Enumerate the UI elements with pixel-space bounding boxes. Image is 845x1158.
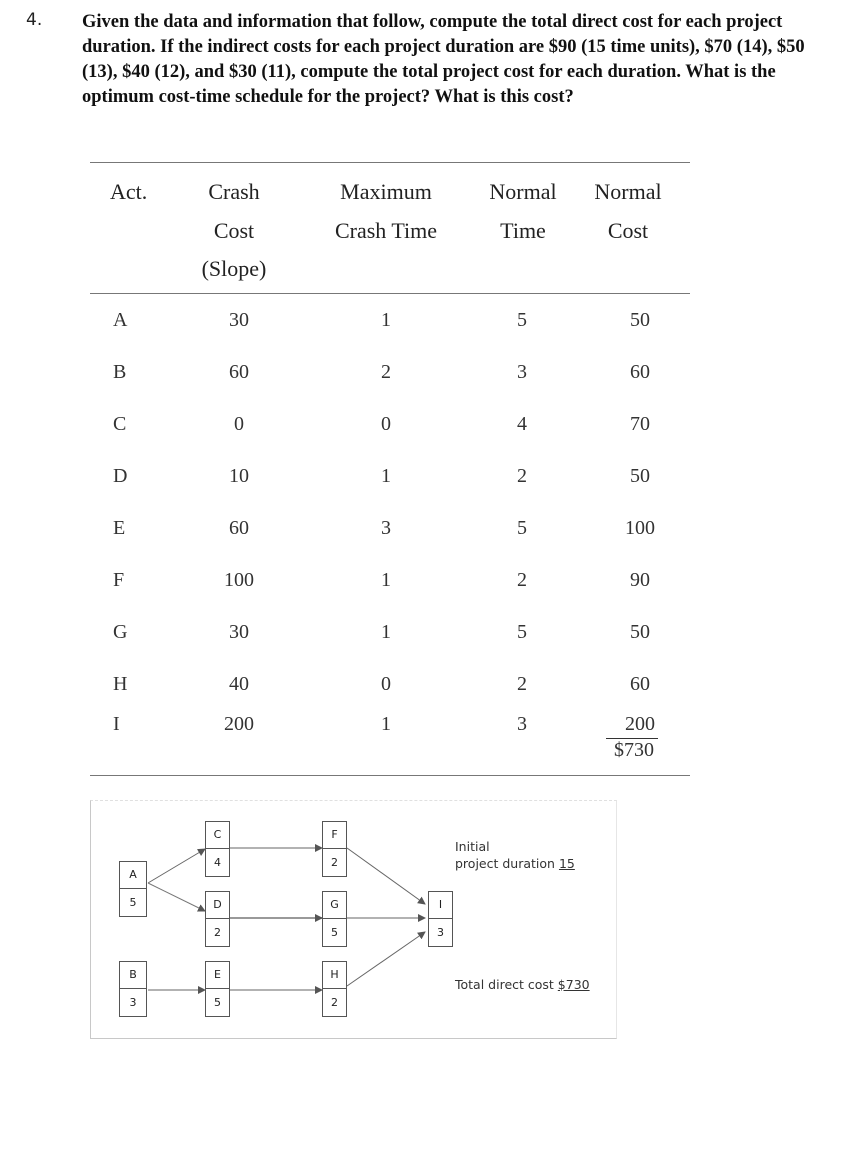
- total-direct-cost-label: Total direct cost: [455, 977, 554, 992]
- cell-max-crash: 1: [381, 621, 391, 643]
- arrow-a-c: [148, 849, 205, 883]
- cell-act: B: [113, 361, 127, 383]
- node-a: [119, 861, 147, 917]
- cell-normal-time: 2: [517, 465, 527, 487]
- node-label: B: [120, 962, 146, 989]
- node-duration: 2: [331, 856, 338, 869]
- node-label: C: [206, 822, 229, 849]
- cell-max-crash: 1: [381, 713, 391, 735]
- cell-max-crash: 1: [381, 569, 391, 591]
- total-direct-cost-value: $730: [557, 977, 590, 992]
- cell-max-crash: 0: [381, 413, 391, 435]
- node-label: H: [323, 962, 346, 989]
- network-diagram: [90, 800, 617, 1039]
- cell-max-crash: 3: [381, 517, 391, 539]
- cell-normal-time: 5: [517, 621, 527, 643]
- node-h: [322, 961, 347, 1017]
- cell-normal-cost: 50: [630, 621, 650, 643]
- cell-normal-time: 2: [517, 569, 527, 591]
- network-arrows: [91, 801, 616, 1038]
- header-max-line2: Crash Time: [334, 218, 438, 243]
- table-bottom-rule: [90, 775, 690, 776]
- cell-slope: 200: [224, 713, 254, 735]
- table-header-rule: [90, 293, 690, 294]
- cell-normal-cost: 60: [630, 673, 650, 695]
- cell-normal-cost: 90: [630, 569, 650, 591]
- header-normal-cost-line1: Normal: [594, 179, 662, 204]
- node-label: E: [206, 962, 229, 989]
- node-label: F: [323, 822, 346, 849]
- cell-normal-cost: 50: [630, 309, 650, 331]
- header-normal-cost-line2: Cost: [607, 218, 649, 243]
- table-top-rule: [90, 162, 690, 163]
- node-duration: 5: [129, 896, 137, 909]
- cell-slope: 0: [234, 413, 244, 435]
- total-normal-cost: $730: [614, 739, 654, 761]
- cell-normal-time: 3: [517, 361, 527, 383]
- question-number: 4.: [26, 10, 43, 30]
- cell-normal-cost: 50: [630, 465, 650, 487]
- node-g: [322, 891, 347, 947]
- cell-slope: 30: [229, 309, 249, 331]
- cell-act: C: [113, 413, 127, 435]
- cell-normal-cost: 100: [625, 517, 655, 539]
- cell-normal-time: 3: [517, 713, 527, 735]
- cell-slope: 60: [229, 517, 249, 539]
- node-label: D: [206, 892, 229, 919]
- cell-act: I: [113, 713, 120, 735]
- header-normal-time-line2: Time: [500, 218, 546, 243]
- header-act: Act.: [110, 179, 148, 204]
- node-b: [119, 961, 147, 1017]
- cell-act: A: [113, 309, 128, 331]
- cell-slope: 60: [229, 361, 249, 383]
- header-crash-line3: (Slope): [201, 256, 267, 281]
- node-label: G: [323, 892, 346, 919]
- node-duration: 5: [214, 996, 221, 1009]
- node-i: [428, 891, 453, 947]
- node-duration: 3: [129, 996, 137, 1009]
- header-normal-time-line1: Normal: [489, 179, 557, 204]
- node-e: [205, 961, 230, 1017]
- cell-act: H: [113, 673, 128, 695]
- cell-normal-cost: 70: [630, 413, 650, 435]
- cell-max-crash: 1: [381, 465, 391, 487]
- cell-normal-time: 4: [517, 413, 527, 435]
- node-duration: 4: [214, 856, 221, 869]
- cell-max-crash: 0: [381, 673, 391, 695]
- node-duration: 3: [437, 926, 444, 939]
- node-duration: 2: [214, 926, 221, 939]
- cell-slope: 10: [229, 465, 249, 487]
- node-duration: 5: [331, 926, 338, 939]
- cell-act: F: [113, 569, 125, 591]
- cell-slope: 30: [229, 621, 249, 643]
- node-f: [322, 821, 347, 877]
- cell-normal-time: 5: [517, 517, 527, 539]
- cell-normal-time: 2: [517, 673, 527, 695]
- cell-normal-cost: 200: [625, 713, 655, 735]
- cell-max-crash: 2: [381, 361, 391, 383]
- node-d: [205, 891, 230, 947]
- node-c: [205, 821, 230, 877]
- initial-label: Initial: [455, 839, 490, 854]
- cell-max-crash: 1: [381, 309, 391, 331]
- header-crash-line1: Crash: [208, 179, 260, 204]
- cell-normal-cost: 60: [630, 361, 650, 383]
- question-text: Given the data and information that follow, compute the total direct cost for each project duration. If the indirect costs for each project duration are $90 (15 time units), $70 (14), $50 (13), $40 (12), and $30 (11), compute the total project cost for each duration. What is the optimum cost-time schedule for the project? What is this cost?: [82, 12, 805, 107]
- header-max-line1: Maximum: [340, 179, 432, 204]
- cell-act: E: [113, 517, 126, 539]
- cell-act: D: [113, 465, 128, 487]
- initial-duration-value: 15: [558, 856, 575, 871]
- arrow-a-d: [148, 883, 205, 911]
- initial-duration-note: [455, 856, 575, 871]
- node-label: I: [429, 892, 452, 919]
- arrow-h-i: [347, 932, 425, 986]
- initial-duration-label: project duration: [455, 856, 555, 871]
- cell-slope: 40: [229, 673, 249, 695]
- cell-normal-time: 5: [517, 309, 527, 331]
- node-duration: 2: [331, 996, 338, 1009]
- header-crash-line2: Cost: [213, 218, 255, 243]
- node-label: A: [120, 862, 146, 889]
- arrow-f-i: [347, 848, 425, 904]
- cell-slope: 100: [224, 569, 254, 591]
- cell-act: G: [113, 621, 128, 643]
- total-direct-cost-note: [455, 977, 590, 992]
